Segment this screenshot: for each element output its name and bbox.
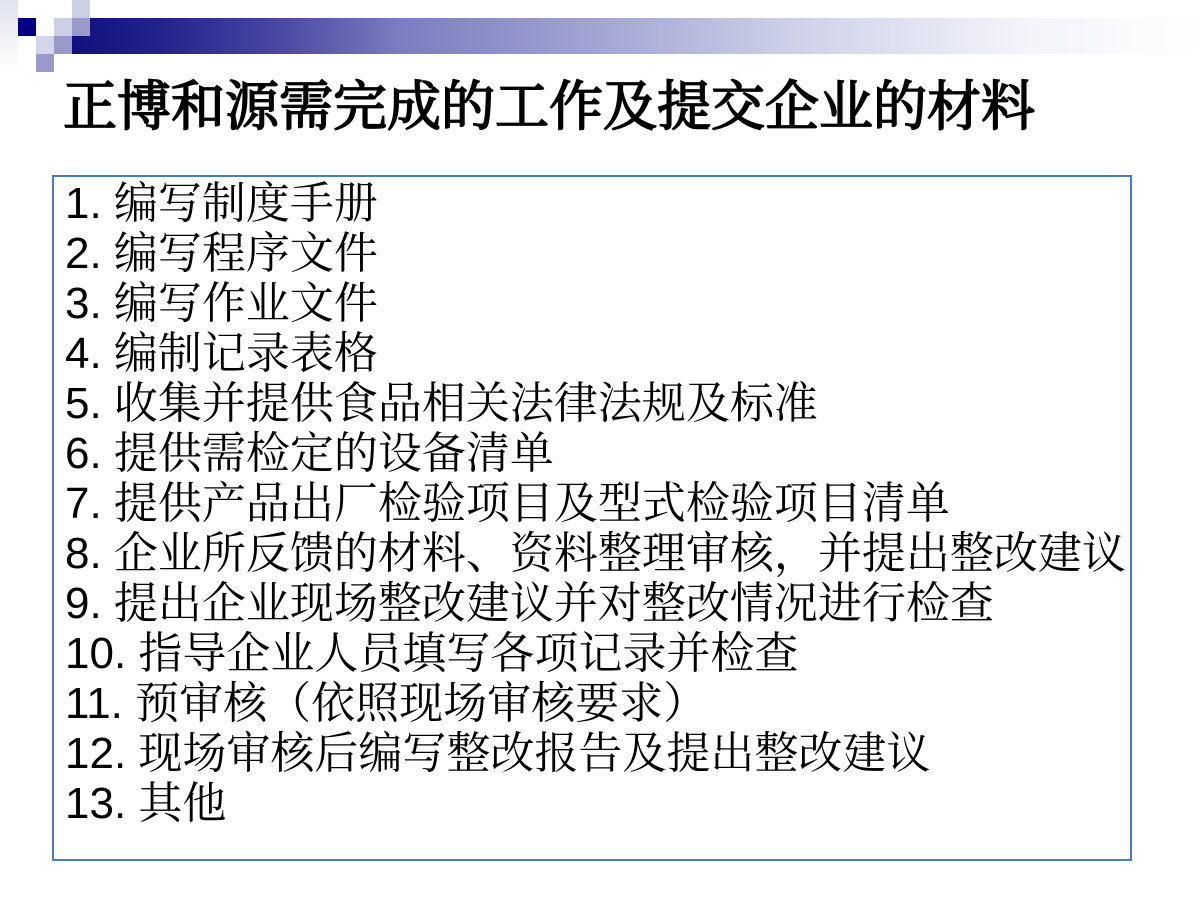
list-item: 2. 编写程序文件	[65, 229, 378, 278]
list-item: 10. 指导企业人员填写各项记录并检查	[65, 629, 799, 678]
list-item: 13. 其他	[65, 779, 227, 828]
list-item: 12. 现场审核后编写整改报告及提出整改建议	[65, 729, 931, 778]
mosaic-square	[36, 54, 54, 72]
list-item: 5. 收集并提供食品相关法律法规及标准	[65, 379, 818, 428]
mosaic-square	[54, 18, 72, 36]
list-item: 1. 编写制度手册	[65, 179, 378, 228]
work-list	[54, 177, 1130, 829]
content-box	[52, 175, 1132, 861]
mosaic-square	[18, 18, 36, 36]
list-item: 4. 编制记录表格	[65, 329, 378, 378]
title-gradient-bar	[72, 18, 1200, 54]
mosaic-square	[54, 36, 72, 54]
list-item: 8. 企业所反馈的材料、资料整理审核，并提出整改建议	[65, 529, 1126, 578]
mosaic-square	[72, 18, 90, 36]
mosaic-square	[36, 36, 54, 54]
list-item: 6. 提供需检定的设备清单	[65, 429, 554, 478]
slide-title: 正博和源需完成的工作及提交企业的材料	[63, 77, 1035, 137]
left-gradient-strip	[0, 0, 18, 74]
list-item: 3. 编写作业文件	[65, 279, 378, 328]
mosaic-square	[72, 0, 90, 18]
list-item: 7. 提供产品出厂检验项目及型式检验项目清单	[65, 479, 950, 528]
list-item: 9. 提出企业现场整改建议并对整改情况进行检查	[65, 579, 994, 628]
list-item: 11. 预审核（依照现场审核要求）	[65, 679, 708, 728]
